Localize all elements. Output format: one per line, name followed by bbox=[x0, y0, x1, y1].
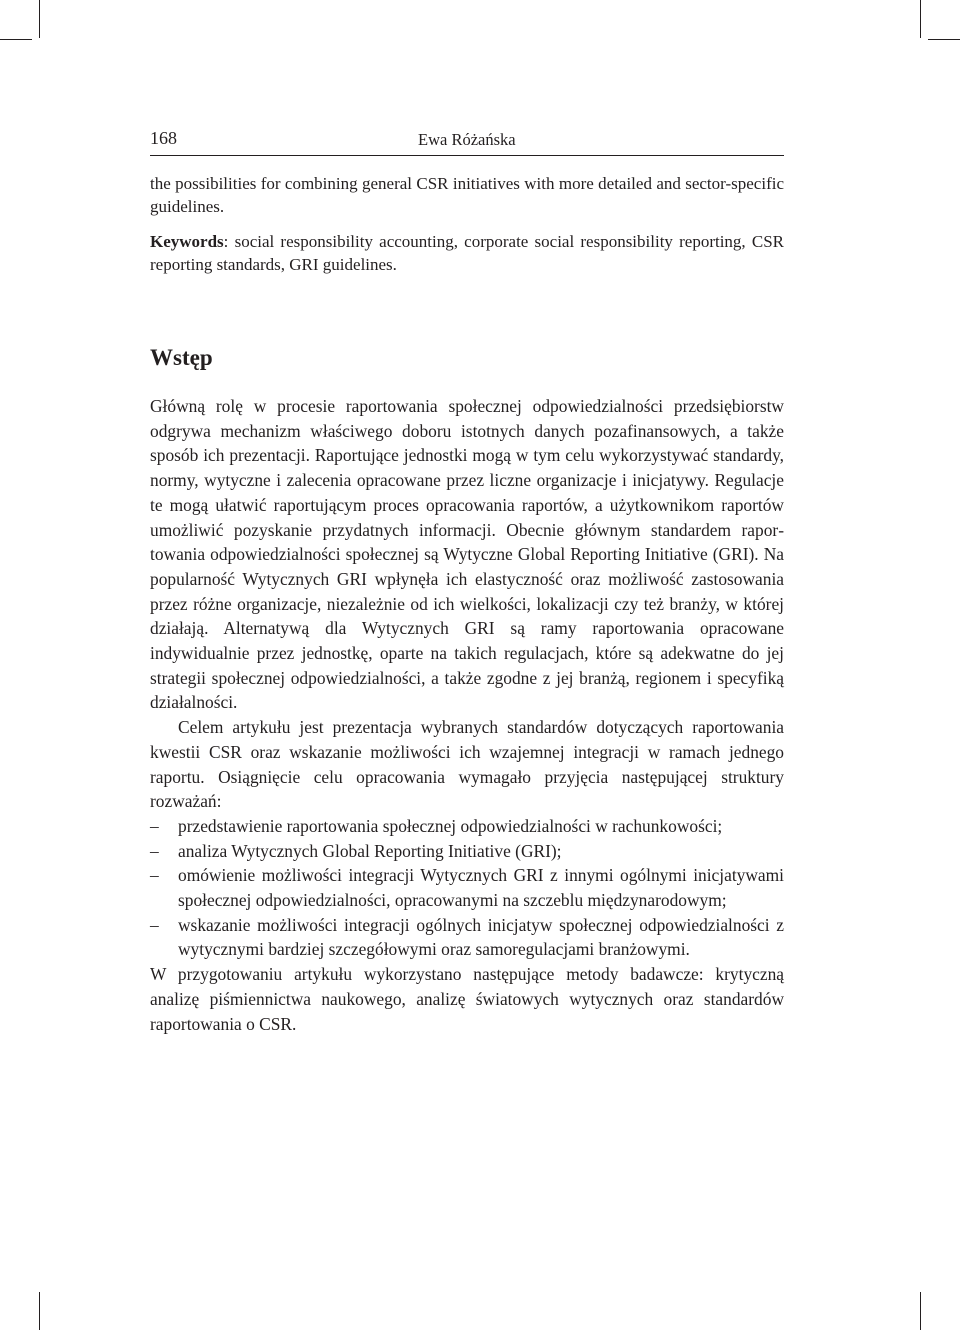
list-item: – wskazanie możliwości integracji ogólnych inicjatyw społecznej odpowiedzialności z wytycznymi bardziej szczegółowymi oraz samoregulacjami branżowymi. bbox=[150, 914, 784, 960]
keywords-label: Keywords bbox=[150, 232, 224, 251]
abstract-continuation: the possibilities for combining general CSR initiatives with more detailed and sector-specific guidelines. bbox=[150, 174, 784, 216]
crop-mark-top-left bbox=[39, 0, 40, 38]
keywords-text: : social responsibility accounting, corporate social responsibility reporting, CSR reporting standards, GRI guidelines. bbox=[150, 232, 784, 274]
section-title: Wstęp bbox=[150, 345, 213, 370]
crop-mark-bottom-left bbox=[39, 1292, 40, 1330]
list-item: – omówienie możliwości integracji Wytycznych GRI z innymi ogólnymi inicjatywami społecznej odpowiedzialności, opracowanymi na szczeblu międzynarodowym; bbox=[150, 865, 784, 911]
list-dash: – bbox=[150, 815, 159, 836]
list-dash: – bbox=[150, 865, 159, 886]
running-head-author: Ewa Różańska bbox=[418, 130, 516, 149]
crop-mark-bottom-right bbox=[920, 1292, 921, 1330]
list-item: – analiza Wytycznych Global Reporting Initiative (GRI); bbox=[150, 839, 784, 864]
structure-list bbox=[150, 814, 784, 962]
list-dash: – bbox=[150, 840, 159, 861]
list-dash: – bbox=[150, 914, 159, 935]
crop-mark-right-top bbox=[928, 39, 960, 40]
crop-mark-left-top bbox=[0, 39, 32, 40]
page-header bbox=[150, 128, 784, 156]
page-number: 168 bbox=[150, 128, 177, 148]
keywords-line bbox=[150, 230, 784, 276]
paragraph-methods: W przygotowaniu artykułu wykorzystano następujące metody badawcze: krytyczną analizę piśmiennictwa naukowego, analizę światowych wytycznych oraz standardów raportowania o CSR. bbox=[150, 964, 784, 1034]
paragraph-aim: Celem artykułu jest prezentacja wybranych standardów dotyczących raportowania kwestii CSR oraz wskazanie możliwości ich wzajemnej integracji w ramach jednego raportu. Osiągnięcie celu opracowania wymagało przyjęcia następującej struktury rozważań: bbox=[150, 717, 784, 812]
page-content bbox=[150, 172, 784, 1036]
paragraph-intro: Główną rolę w procesie raportowania społecznej odpowiedzialności przedsiębiorstw odgrywa mechanizm właściwego doboru istotnych danych pozafinansowych, a także sposób ich prezentacji. Raportujące jednostki mogą w tym celu wykorzystywać standardy, normy, wytyczne i zalecenia opracowane przez liczne organizacje i inicjatywy. Regulacje te mogą ułatwić raportującym proces opracowania raportów, a użytkownikom raportów umożliwić pozyskanie przydatnych informacji. Obecnie głównym standardem raportowania odpowiedzialności społecznej są Wytyczne Global Reporting Initiative (GRI). Na popularność Wytycznych GRI wpłynęła ich elastyczność oraz możliwość zastosowania przez różne organizacje, niezależnie od ich wielkości, lokalizacji czy też branży, w której działają. Alternatywą dla Wytycznych GRI są ramy raportowania opracowane indywidualnie przez jednostkę, oparte na takich regulacjach, które są adekwatne do jej strategii społecznej odpowiedzialności, a także zgodne z jej branżą, regionem i specyfiką działalności. bbox=[150, 396, 784, 713]
crop-mark-top-right bbox=[920, 0, 921, 38]
section-body bbox=[150, 394, 784, 1036]
list-item: – przedstawienie raportowania społecznej odpowiedzialności w rachunkowości; bbox=[150, 814, 784, 839]
